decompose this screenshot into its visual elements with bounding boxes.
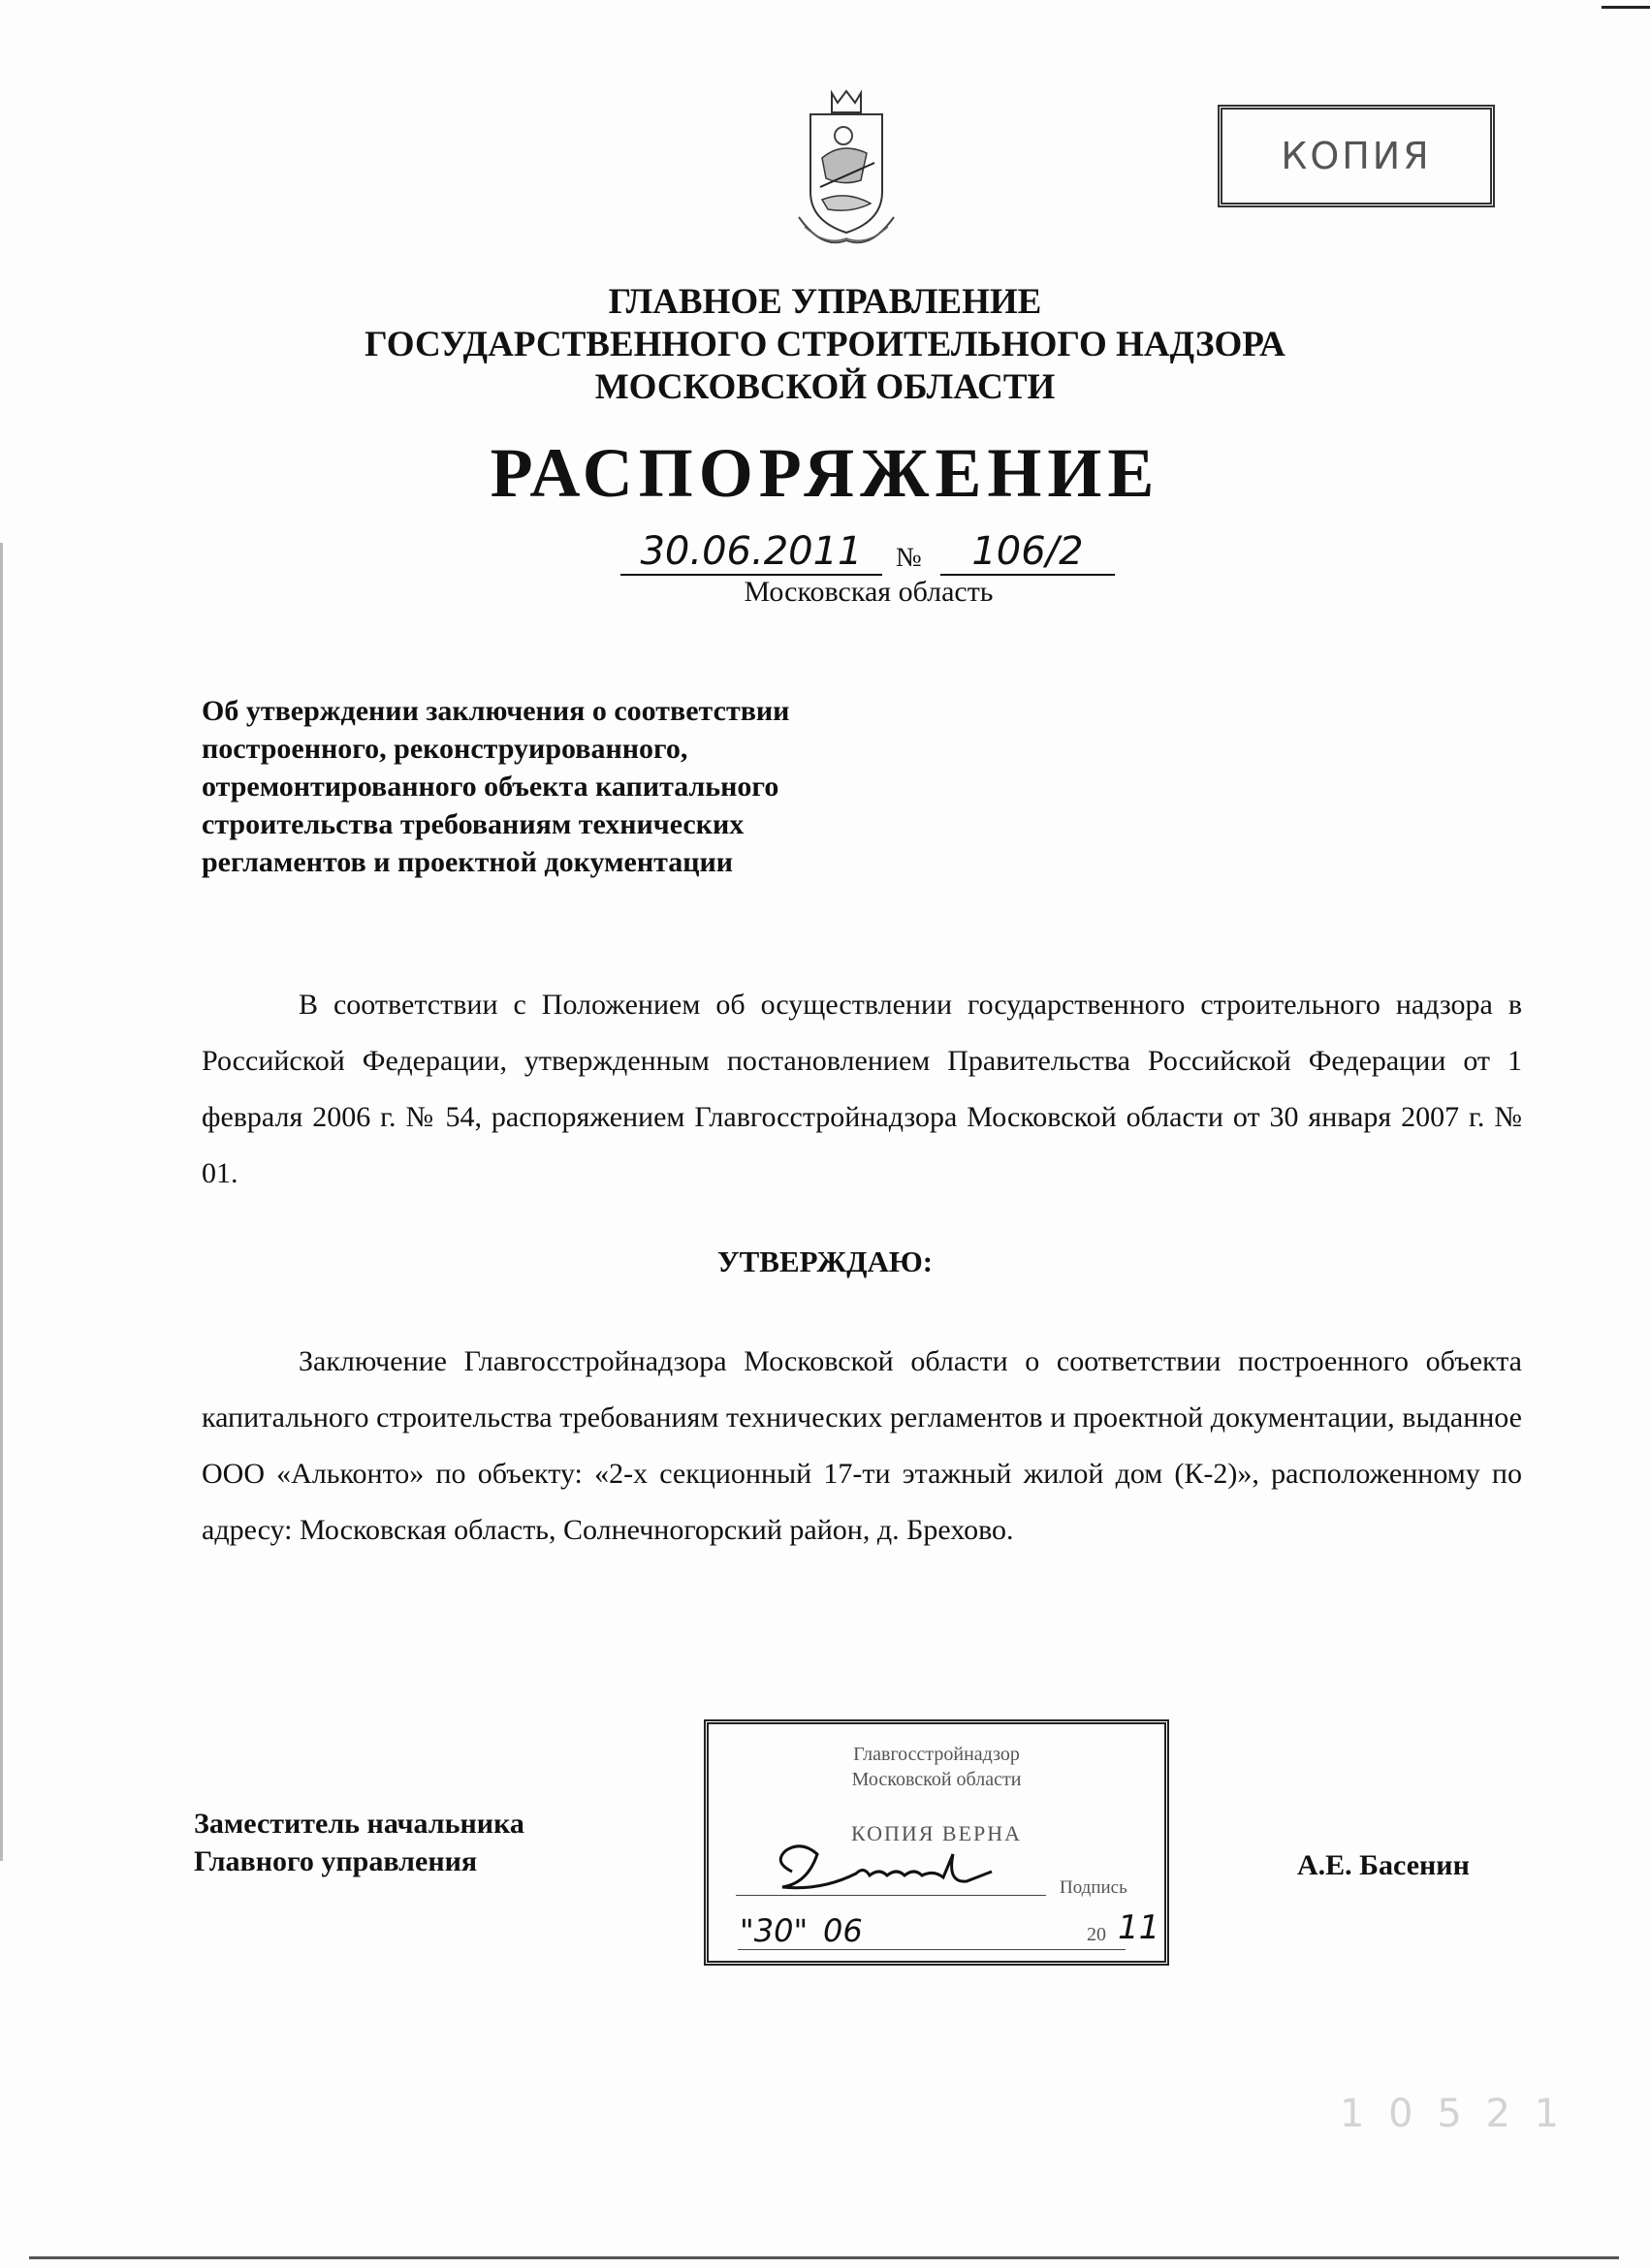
copy-stamp-text: КОПИЯ [1281, 135, 1432, 177]
scan-artifact-left-edge [0, 543, 3, 1861]
document-subject [202, 692, 938, 881]
signatory-title-line-2: Главного управления [194, 1845, 478, 1877]
signatory-title-line-1: Заместитель начальника [194, 1808, 524, 1840]
organization-header [0, 281, 1650, 409]
stamp-year-prefix: 20 [1087, 1924, 1106, 1945]
subject-line: Об утверждении заключения о соответствии [202, 695, 790, 727]
copy-certification-stamp [704, 1719, 1169, 1966]
stamp-year: 11 [1118, 1908, 1160, 1947]
copy-stamp [1218, 105, 1495, 207]
stamp-date [730, 1908, 1160, 1951]
stamp-copy-mark: КОПИЯ ВЕРНА [850, 1821, 1023, 1845]
subject-line: строительства требованиям технических [202, 808, 745, 840]
stamp-month: 06 [823, 1912, 863, 1949]
region-label: Московская область [744, 576, 994, 608]
signatory-title [194, 1805, 524, 1880]
stamp-organization [709, 1742, 1164, 1792]
date-number-line [611, 529, 1115, 578]
stamp-org-line-1: Главгосстройнадзор [853, 1744, 1020, 1765]
stamp-org-line-2: Московской области [851, 1769, 1022, 1790]
coat-of-arms-icon [793, 85, 900, 252]
stamp-date-line [738, 1949, 1126, 1950]
document-date: 30.06.2011 [620, 529, 882, 576]
scan-artifact-top [1602, 6, 1650, 9]
org-line-3: МОСКОВСКОЙ ОБЛАСТИ [594, 367, 1056, 407]
subject-line: регламентов и проектной документации [202, 846, 734, 878]
body-paragraph-2: Заключение Главгосстройнадзора Московской области о соответствии построенного объекта капитального строительства требованиям технических регламентов и проектной документации, выданное ООО «Альконто» по объекту: «2-х секционный 17-ти этажный жилой дом (К-2)», расположенному по адресу: Московская область, Солнечногорский район, д. Брехово. [202, 1345, 1522, 1546]
scan-artifact-bottom [29, 2256, 1619, 2259]
stamp-signature-label: Подпись [1060, 1877, 1127, 1898]
page-stamp-number: 1 0 5 2 1 [1340, 2092, 1566, 2136]
document-title: РАСПОРЯЖЕНИЕ [490, 434, 1160, 512]
signature-icon [763, 1833, 1005, 1901]
org-line-1: ГЛАВНОЕ УПРАВЛЕНИЕ [608, 282, 1042, 322]
org-line-2: ГОСУДАРСТВЕННОГО СТРОИТЕЛЬНОГО НАДЗОРА [365, 325, 1285, 364]
body-paragraph-1: В соответствии с Положением об осуществлении государственного строительного надзора в Российской Федерации, утвержденным постановлением Правительства Российской Федерации от 1 февраля 2006 г. № 54, распоряжением Главгосстройнадзора Московской области от 30 января 2007 г. № 01. [202, 989, 1522, 1189]
signatory-name: А.Е. Басенин [1297, 1849, 1470, 1881]
subject-line: построенного, реконструированного, [202, 733, 688, 765]
stamp-signature-line [736, 1895, 1046, 1896]
document-number: 106/2 [940, 529, 1115, 576]
subject-line: отремонтированного объекта капитального [202, 771, 779, 803]
number-sign: № [896, 543, 922, 573]
approve-heading: УТВЕРЖДАЮ: [716, 1244, 934, 1278]
stamp-day: "30" [740, 1912, 809, 1949]
